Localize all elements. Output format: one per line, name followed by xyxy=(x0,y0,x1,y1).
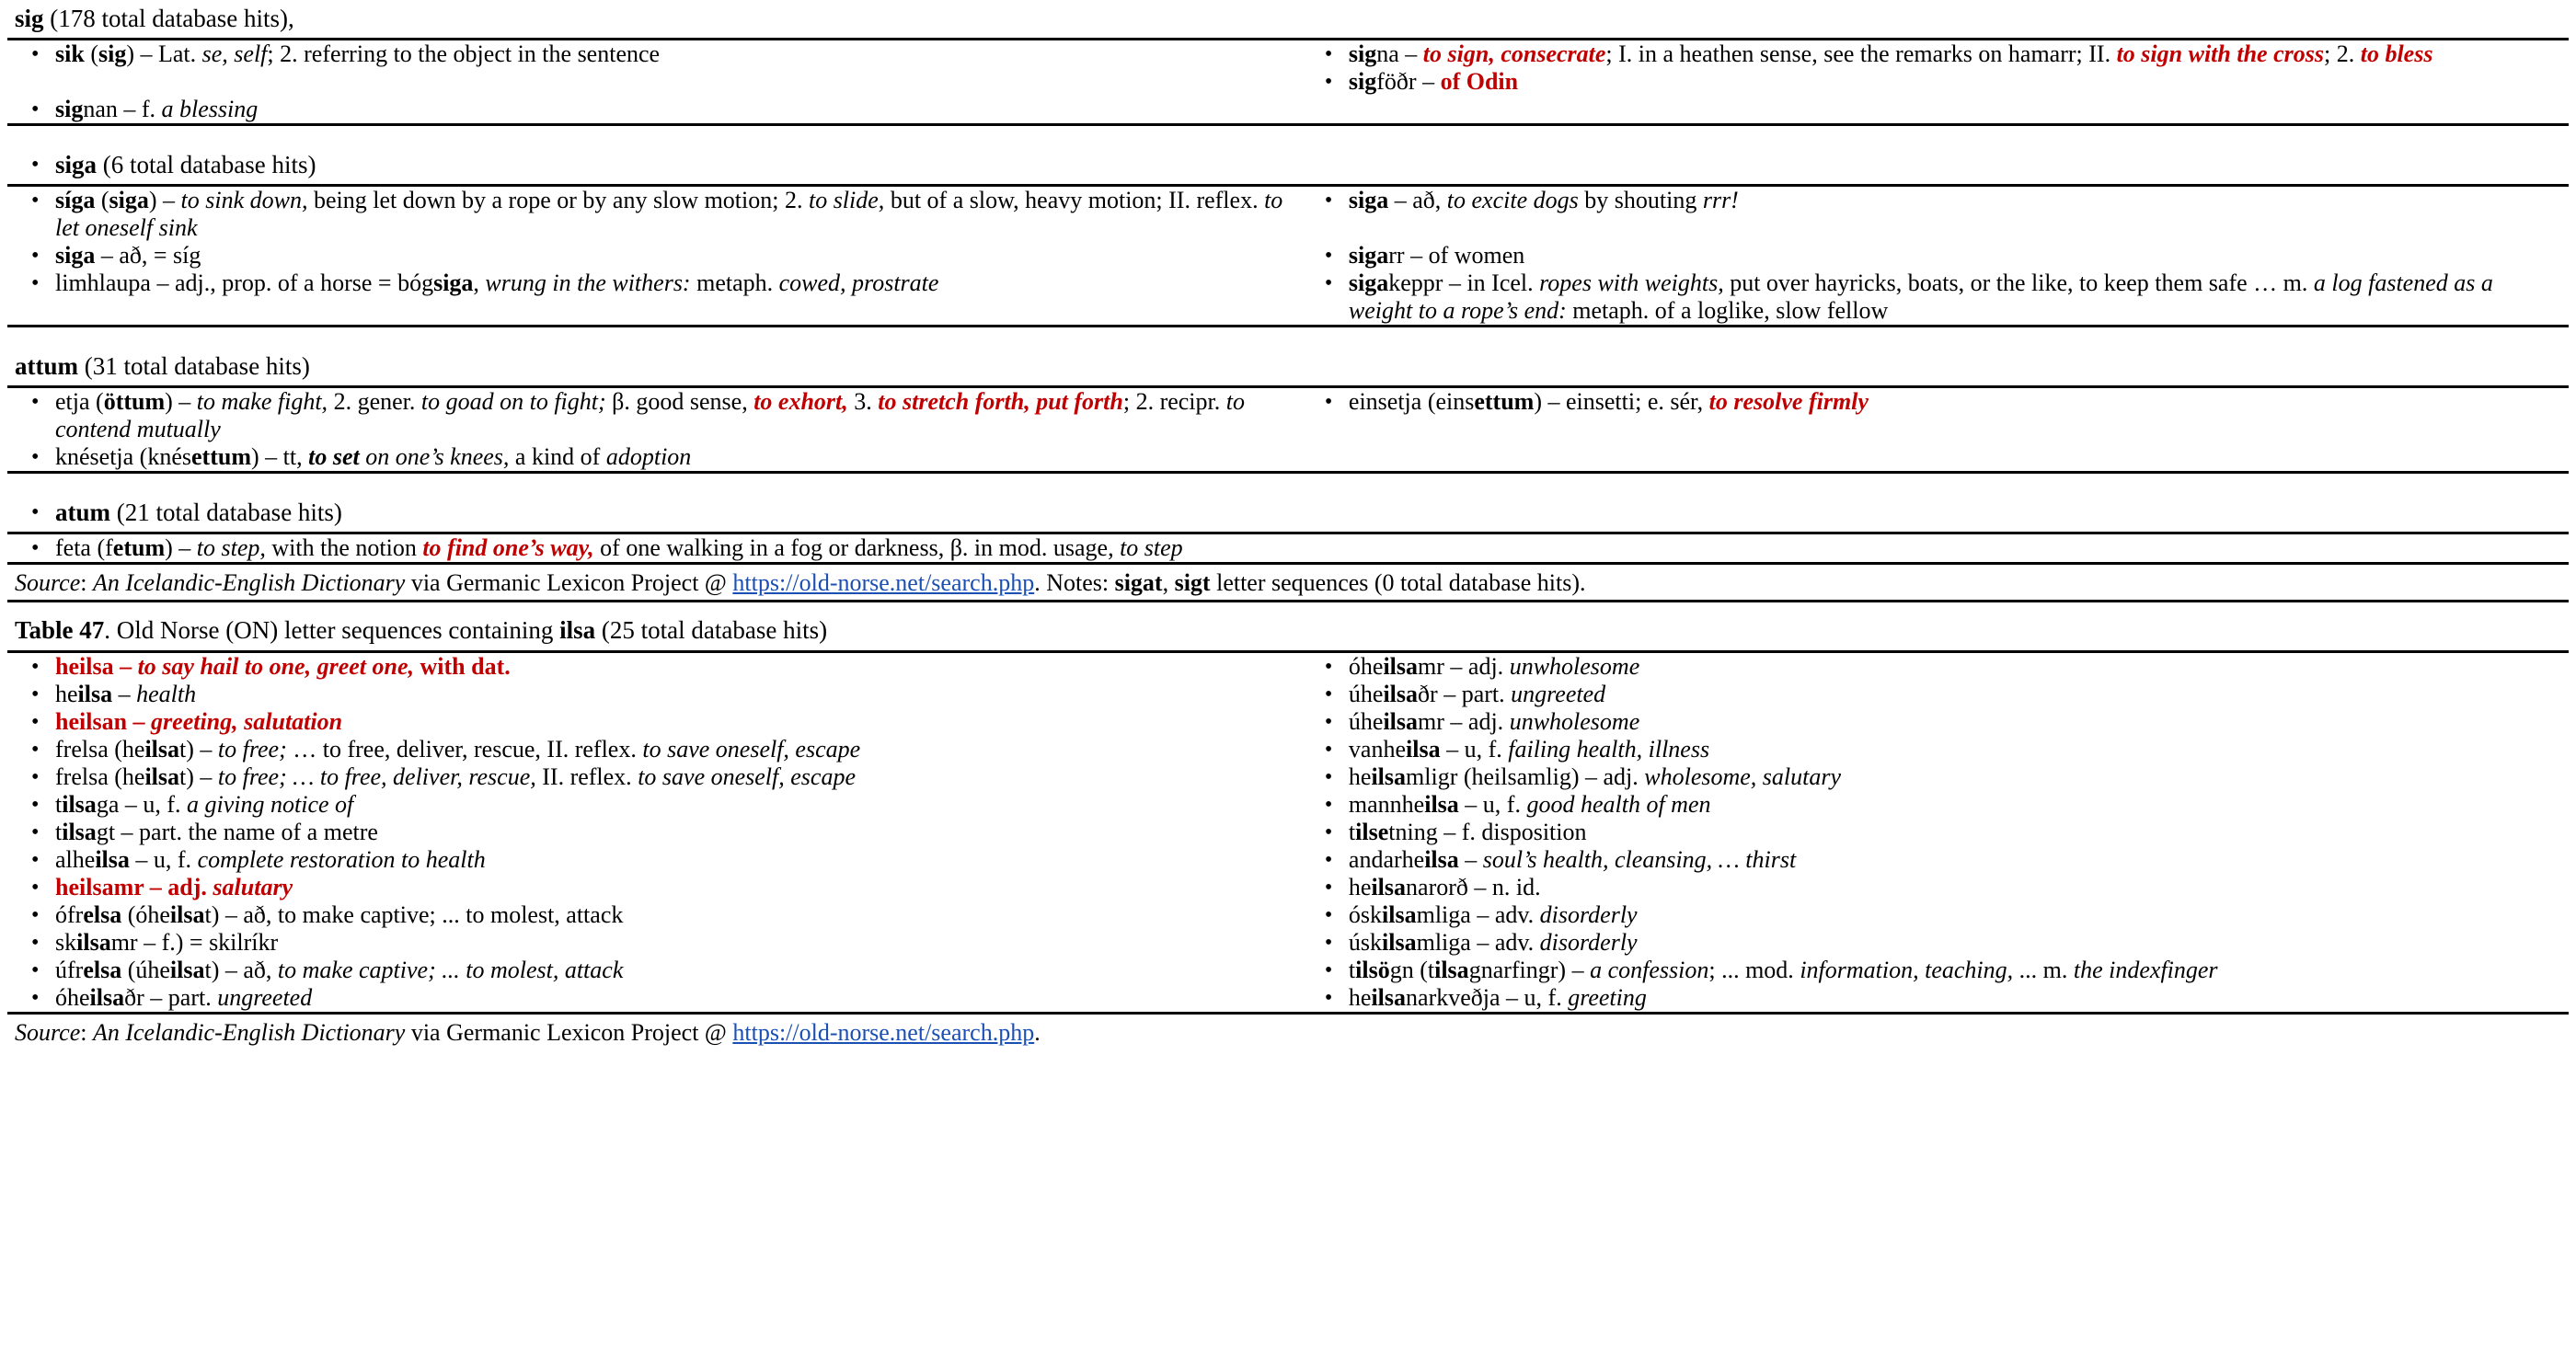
text-run: to slide, xyxy=(808,187,885,213)
text-run: to set xyxy=(308,443,360,470)
text-run: siga xyxy=(1348,187,1389,213)
dictionary-entry xyxy=(7,96,1301,123)
section-header-attum xyxy=(7,348,2569,385)
text-run: heilsa xyxy=(55,653,114,680)
text-run: andarhe xyxy=(1348,846,1425,873)
text-run: to make captive; ... to molest, attack xyxy=(277,957,624,983)
text-run: frelsa (he xyxy=(55,763,145,790)
text-run: ilsa xyxy=(1383,653,1419,680)
source-note-1 xyxy=(7,565,2569,600)
text-run: – u, f. xyxy=(1440,736,1509,762)
text-run: ga – u, f. xyxy=(96,791,188,818)
text-run: ilsa xyxy=(89,984,125,1011)
dictionary-entry xyxy=(7,957,1301,984)
hit-count: (31 total database hits) xyxy=(78,352,310,380)
text-run: alhe xyxy=(55,846,96,873)
text-run: – xyxy=(127,708,152,735)
dictionary-entry xyxy=(7,763,1301,791)
text-run: : xyxy=(80,569,93,596)
text-run: t xyxy=(55,791,63,818)
text-run: . Old Norse (ON) letter sequences containing xyxy=(104,616,560,644)
text-run: sk xyxy=(55,929,77,956)
text-run: to goad on to fight; xyxy=(420,388,606,415)
text-run: sig xyxy=(1348,40,1377,67)
text-run: a blessing xyxy=(161,96,259,122)
text-run: being let down by a rope or by any slow motion; 2. xyxy=(307,187,809,213)
text-run: úfr xyxy=(55,957,84,983)
text-run: to make fight, xyxy=(196,388,328,415)
dictionary-entry xyxy=(1301,388,2569,416)
text-run: ettum xyxy=(1474,388,1535,415)
text-run: ilsa xyxy=(1406,736,1441,762)
column-right xyxy=(1301,187,2569,325)
text-run: ( xyxy=(95,187,109,213)
text-run: frelsa (he xyxy=(55,736,145,762)
spacer xyxy=(7,474,2569,494)
dictionary-entry xyxy=(7,819,1301,846)
text-run: – adj. xyxy=(144,874,213,900)
text-run: ; 2. referring to the object in the sentence xyxy=(267,40,661,67)
section-header-sig xyxy=(7,0,2569,38)
section-sig xyxy=(7,0,2569,126)
text-run: unwholesome xyxy=(1509,708,1640,735)
text-run: t xyxy=(1348,819,1356,845)
text-run: (óhe xyxy=(121,901,170,928)
text-run: ; 2. xyxy=(2323,40,2361,67)
column-left xyxy=(7,534,1301,562)
text-run: rr – of women xyxy=(1388,242,1525,269)
column-right xyxy=(1301,534,2569,562)
source-url-link[interactable]: https://old-norse.net/search.php xyxy=(732,1019,1035,1046)
text-run: mligr (heilsamlig) – adj. xyxy=(1406,763,1645,790)
text-run: ilsa xyxy=(144,763,180,790)
text-run: sigat xyxy=(1114,569,1163,596)
column-left xyxy=(7,187,1301,325)
text-run: adoption xyxy=(605,443,692,470)
text-run: soul’s health, cleansing, … thirst xyxy=(1482,846,1797,873)
text-run: ... m. xyxy=(2018,957,2074,983)
text-run: to find one’s way, xyxy=(422,534,594,561)
text-run: ilsa xyxy=(76,929,111,956)
section-siga xyxy=(7,146,2569,327)
dictionary-entry xyxy=(1301,791,2569,819)
text-run: sik xyxy=(55,40,85,67)
text-run: t xyxy=(55,819,63,845)
dictionary-entry xyxy=(1301,187,2569,214)
text-run: to contend mutually xyxy=(55,388,1245,442)
text-run: a log fastened as a weight to a rope’s end: xyxy=(1348,269,2493,324)
headword: atum xyxy=(55,499,110,526)
dictionary-entry xyxy=(1301,68,2569,96)
dictionary-entry xyxy=(1301,984,2569,1012)
dictionary-entry xyxy=(1301,736,2569,763)
text-run: ilsa xyxy=(1383,681,1419,707)
table-47 xyxy=(7,612,2569,1049)
text-run: but of a slow, heavy motion; II. reflex. xyxy=(884,187,1265,213)
text-run: föðr – xyxy=(1376,68,1441,95)
text-run: ropes with weights, xyxy=(1539,269,1724,296)
text-run: limhlaupa – adj., prop. of a horse = bóg xyxy=(55,269,434,296)
hit-count: (21 total database hits) xyxy=(110,499,342,526)
text-run: siga xyxy=(433,269,474,296)
text-run: siga xyxy=(55,242,96,269)
column-right xyxy=(1301,653,2569,1012)
text-run: (úhe xyxy=(121,957,170,983)
text-run: of Odin xyxy=(1440,68,1519,95)
text-run: to save oneself, escape xyxy=(642,736,861,762)
text-run: ilsa xyxy=(1382,901,1417,928)
text-run: ðr – part. xyxy=(124,984,218,1011)
dictionary-entry xyxy=(7,708,1301,736)
text-run: ilsa xyxy=(1371,874,1407,900)
dictionary-entry xyxy=(1301,269,2569,325)
text-run: ilsa xyxy=(1434,957,1469,983)
entry-list xyxy=(7,388,1301,471)
text-run: of one walking in a fog or darkness, β. in mod. usage, xyxy=(593,534,1121,561)
text-run: sig xyxy=(98,40,127,67)
text-run: failing health, illness xyxy=(1508,736,1710,762)
text-run: – u, f. xyxy=(1458,791,1527,818)
text-run: he xyxy=(1348,874,1372,900)
text-run: to sign, consecrate xyxy=(1422,40,1606,67)
entry-list xyxy=(1301,653,2569,1012)
text-run: ilsa xyxy=(62,819,97,845)
text-run: to save oneself, escape xyxy=(638,763,856,790)
entry-list xyxy=(7,40,1301,123)
entries-table-attum xyxy=(7,388,2569,471)
text-run: óhe xyxy=(55,984,90,1011)
text-run: – xyxy=(112,681,137,707)
text-run: , xyxy=(1162,569,1175,596)
dictionary-entry xyxy=(7,269,1301,297)
text-run: t) – xyxy=(179,763,218,790)
text-run: greeting, salutation xyxy=(151,708,343,735)
text-run: ilsa xyxy=(169,957,205,983)
text-run: . Notes: xyxy=(1034,569,1115,596)
hit-count: (6 total database hits) xyxy=(97,151,316,178)
text-run: β. good sense, xyxy=(605,388,754,415)
column-left xyxy=(7,653,1301,1012)
text-run: on one’s knees, xyxy=(359,443,510,470)
entry-list xyxy=(7,653,1301,1012)
dictionary-entry xyxy=(7,242,1301,269)
text-run: ) – xyxy=(165,388,197,415)
text-run: ilsa xyxy=(1424,791,1459,818)
text-run: t xyxy=(1348,957,1356,983)
text-run: ilsa xyxy=(77,681,113,707)
entries-table-ilsa xyxy=(7,653,2569,1012)
source-url-link[interactable]: https://old-norse.net/search.php xyxy=(732,569,1035,596)
text-run: t) – að, to make captive; ... to molest, attack xyxy=(204,901,624,928)
text-run: ilsa xyxy=(62,791,97,818)
text-run: : xyxy=(80,1019,93,1046)
text-run: to resolve firmly xyxy=(1708,388,1869,415)
text-run: via Germanic Lexicon Project @ xyxy=(405,1019,733,1046)
text-run: ) – tt, xyxy=(251,443,309,470)
text-run: mannhe xyxy=(1348,791,1425,818)
text-run: to step, xyxy=(196,534,266,561)
text-run: gt – part. the name of a metre xyxy=(96,819,378,845)
text-run: complete restoration to health xyxy=(197,846,486,873)
dictionary-entry xyxy=(1301,819,2569,846)
text-run: greeting xyxy=(1568,984,1647,1011)
text-run: ilsa xyxy=(1371,984,1407,1011)
text-run: ungreeted xyxy=(1511,681,1606,707)
text-run: úsk xyxy=(1348,929,1383,956)
text-run: he xyxy=(1348,763,1372,790)
text-run: sig xyxy=(55,96,84,122)
text-run: siga xyxy=(1348,242,1389,269)
text-run: disorderly xyxy=(1539,929,1638,956)
dictionary-entry xyxy=(7,846,1301,874)
text-run: etja ( xyxy=(55,388,104,415)
text-run: heilsamr xyxy=(55,874,144,900)
text-run: feta (f xyxy=(55,534,113,561)
dictionary-entry xyxy=(1301,929,2569,957)
headword: attum xyxy=(15,352,78,380)
text-run: 2. gener. xyxy=(328,388,421,415)
text-run: – xyxy=(113,653,138,680)
text-run: wholesome, salutary xyxy=(1644,763,1842,790)
section-attum xyxy=(7,348,2569,474)
text-run: mr – adj. xyxy=(1418,653,1510,680)
dictionary-entry xyxy=(7,388,1301,443)
text-run: good health of men xyxy=(1526,791,1711,818)
text-run: ungreeted xyxy=(217,984,313,1011)
text-run: ; I. in a heathen sense, see the remarks on hamarr; II. xyxy=(1605,40,2117,67)
dictionary-entry xyxy=(7,901,1301,929)
text-run: (25 total database hits) xyxy=(595,616,828,644)
text-run: narorð – n. id. xyxy=(1406,874,1541,900)
text-run: – u, f. xyxy=(129,846,198,873)
text-run: ilsa xyxy=(169,901,205,928)
dictionary-entry xyxy=(7,874,1301,901)
text-run: unwholesome xyxy=(1509,653,1640,680)
section-atum xyxy=(7,494,2569,565)
entry-list xyxy=(7,534,1301,562)
text-run: ósk xyxy=(1348,901,1383,928)
text-run: öttum xyxy=(103,388,166,415)
text-run: gnarfingr) – xyxy=(1468,957,1591,983)
text-run: heilsan xyxy=(55,708,128,735)
text-run: disorderly xyxy=(1539,901,1638,928)
headword: siga xyxy=(55,151,98,178)
text-run: ) – einsetti; e. sér, xyxy=(1534,388,1709,415)
text-run: úhe xyxy=(1348,681,1384,707)
text-run: ) – xyxy=(165,534,197,561)
text-run: ; 2. recipr. xyxy=(1122,388,1226,415)
text-run: mr – adj. xyxy=(1418,708,1510,735)
text-run: he xyxy=(55,681,78,707)
section-header-atum xyxy=(7,494,2569,532)
text-run: mliga – adv. xyxy=(1416,929,1540,956)
text-run: put over hayricks, boats, or the like, to keep them safe … m. xyxy=(1723,269,2314,296)
text-run: keppr – in Icel. xyxy=(1388,269,1540,296)
text-run: by shouting xyxy=(1578,187,1703,213)
text-run: the indexfinger xyxy=(2073,957,2218,983)
text-run: with the notion xyxy=(265,534,423,561)
dictionary-entry xyxy=(7,534,1301,562)
dictionary-entry xyxy=(7,681,1301,708)
text-run: nan – f. xyxy=(83,96,162,122)
dictionary-entry xyxy=(7,443,1301,471)
text-run: einsetja (eins xyxy=(1348,388,1475,415)
dictionary-entry xyxy=(7,187,1301,242)
text-run: ilsa xyxy=(1382,929,1417,956)
text-run: , xyxy=(473,269,486,296)
text-run: ilse xyxy=(1355,819,1389,845)
text-run: – xyxy=(1458,846,1483,873)
text-run: ilsa xyxy=(1383,708,1419,735)
text-run: II. reflex. xyxy=(535,763,638,790)
text-run: síga xyxy=(55,187,96,213)
text-run: . xyxy=(1034,1019,1041,1046)
text-run: to free; xyxy=(217,736,287,762)
dictionary-entry xyxy=(1301,708,2569,736)
text-run: wrung in the withers: xyxy=(485,269,691,296)
text-run: ilsa xyxy=(1424,846,1459,873)
text-run: elsa xyxy=(83,901,122,928)
text-run: – að, = síg xyxy=(95,242,201,269)
table-caption xyxy=(7,612,2569,650)
spacer xyxy=(7,327,2569,348)
spacer xyxy=(7,126,2569,146)
text-run: via Germanic Lexicon Project @ xyxy=(405,569,733,596)
text-run: to let oneself sink xyxy=(55,187,1283,241)
entry-list xyxy=(1301,388,2569,416)
text-run: a kind of xyxy=(509,443,606,470)
text-run: ófr xyxy=(55,901,84,928)
text-run: health xyxy=(136,681,197,707)
column-left xyxy=(7,388,1301,471)
text-run: ) – Lat. xyxy=(126,40,202,67)
text-run: sigt xyxy=(1174,569,1211,596)
text-run: Source xyxy=(15,569,81,596)
text-run: vanhe xyxy=(1348,736,1406,762)
text-run: ilsa xyxy=(95,846,130,873)
text-run: t) – xyxy=(179,736,218,762)
text-run: siga xyxy=(1348,269,1389,296)
text-run: cowed, prostrate xyxy=(778,269,939,296)
text-run: ; ... mod. xyxy=(1708,957,1800,983)
text-run: to say hail to one, greet one, xyxy=(137,653,415,680)
text-run: rrr! xyxy=(1702,187,1739,213)
text-run: An Icelandic-English Dictionary xyxy=(92,569,406,596)
dictionary-entry xyxy=(1301,901,2569,929)
entry-list xyxy=(7,187,1301,297)
text-run: sig xyxy=(1348,68,1377,95)
text-run: metaph. of a loglike, slow fellow xyxy=(1566,297,1889,324)
text-run: to sign with the cross xyxy=(2116,40,2324,67)
text-run: ettum xyxy=(191,443,251,470)
text-run: ilsa xyxy=(144,736,180,762)
dictionary-entry xyxy=(1301,874,2569,901)
column-left xyxy=(7,40,1301,123)
column-right xyxy=(1301,40,2569,123)
text-run: a confession xyxy=(1590,957,1709,983)
source-note-2 xyxy=(7,1015,2569,1049)
text-run: letter sequences (0 total database hits). xyxy=(1210,569,1586,596)
text-run: knésetja (knés xyxy=(55,443,192,470)
dictionary-entry xyxy=(7,984,1301,1012)
column-right xyxy=(1301,388,2569,471)
text-run: ilsö xyxy=(1355,957,1390,983)
text-run: se, self xyxy=(201,40,268,67)
text-run: with dat. xyxy=(414,653,511,680)
text-run: narkveðja – u, f. xyxy=(1406,984,1569,1011)
text-run: ilsa xyxy=(1371,763,1407,790)
dictionary-entry xyxy=(1301,957,2569,984)
dictionary-entry xyxy=(7,791,1301,819)
dictionary-entry xyxy=(7,653,1301,681)
text-run: he xyxy=(1348,984,1372,1011)
text-run: tning – f. disposition xyxy=(1388,819,1587,845)
text-run: … to free, deliver, rescue, II. reflex. xyxy=(286,736,643,762)
text-run: mr – f.) = skilríkr xyxy=(110,929,279,956)
text-run: to bless xyxy=(2360,40,2433,67)
text-run: siga xyxy=(109,187,149,213)
text-run: ilsa xyxy=(559,616,596,644)
text-run: elsa xyxy=(83,957,122,983)
text-run: ðr – part. xyxy=(1418,681,1512,707)
text-run: ( xyxy=(84,40,98,67)
entries-table-siga xyxy=(7,187,2569,325)
text-run: to free; … to free, deliver, rescue, xyxy=(217,763,536,790)
text-run: úhe xyxy=(1348,708,1384,735)
hit-count: (178 total database hits), xyxy=(43,5,294,32)
text-run: – að, xyxy=(1388,187,1447,213)
text-run: to excite dogs xyxy=(1446,187,1579,213)
text-run: a giving notice of xyxy=(187,791,354,818)
dictionary-entry xyxy=(1301,681,2569,708)
headword: sig xyxy=(15,5,44,32)
dictionary-entry xyxy=(1301,242,2569,269)
dictionary-entry xyxy=(1301,653,2569,681)
text-run: óhe xyxy=(1348,653,1384,680)
entries-table-sig xyxy=(7,40,2569,123)
dictionary-entry xyxy=(1301,763,2569,791)
dictionary-entry xyxy=(7,929,1301,957)
text-run: An Icelandic-English Dictionary xyxy=(92,1019,406,1046)
dictionary-entry xyxy=(7,40,1301,68)
text-run: 3. xyxy=(847,388,879,415)
text-run: t) – að, xyxy=(204,957,278,983)
text-run: gn (t xyxy=(1389,957,1435,983)
text-run: information, teaching, xyxy=(1800,957,2019,983)
dictionary-entry xyxy=(7,736,1301,763)
text-run: to step xyxy=(1120,534,1183,561)
text-run: mliga – adv. xyxy=(1416,901,1540,928)
text-run: etum xyxy=(112,534,166,561)
text-run: Table 47 xyxy=(15,616,105,644)
spacer xyxy=(7,602,2569,612)
text-run: to sink down, xyxy=(180,187,308,213)
entry-list xyxy=(1301,187,2569,325)
dictionary-entry xyxy=(1301,846,2569,874)
text-run: to stretch forth, put forth xyxy=(878,388,1123,415)
entry-list xyxy=(1301,40,2569,96)
text-run: na – xyxy=(1376,40,1423,67)
text-run: ) – xyxy=(148,187,181,213)
text-run: to exhort, xyxy=(753,388,848,415)
text-run: metaph. xyxy=(690,269,779,296)
text-run: salutary xyxy=(213,874,293,900)
text-run: Source xyxy=(15,1019,81,1046)
entries-table-atum xyxy=(7,534,2569,562)
dictionary-entry xyxy=(1301,40,2569,68)
section-header-siga xyxy=(7,146,2569,184)
